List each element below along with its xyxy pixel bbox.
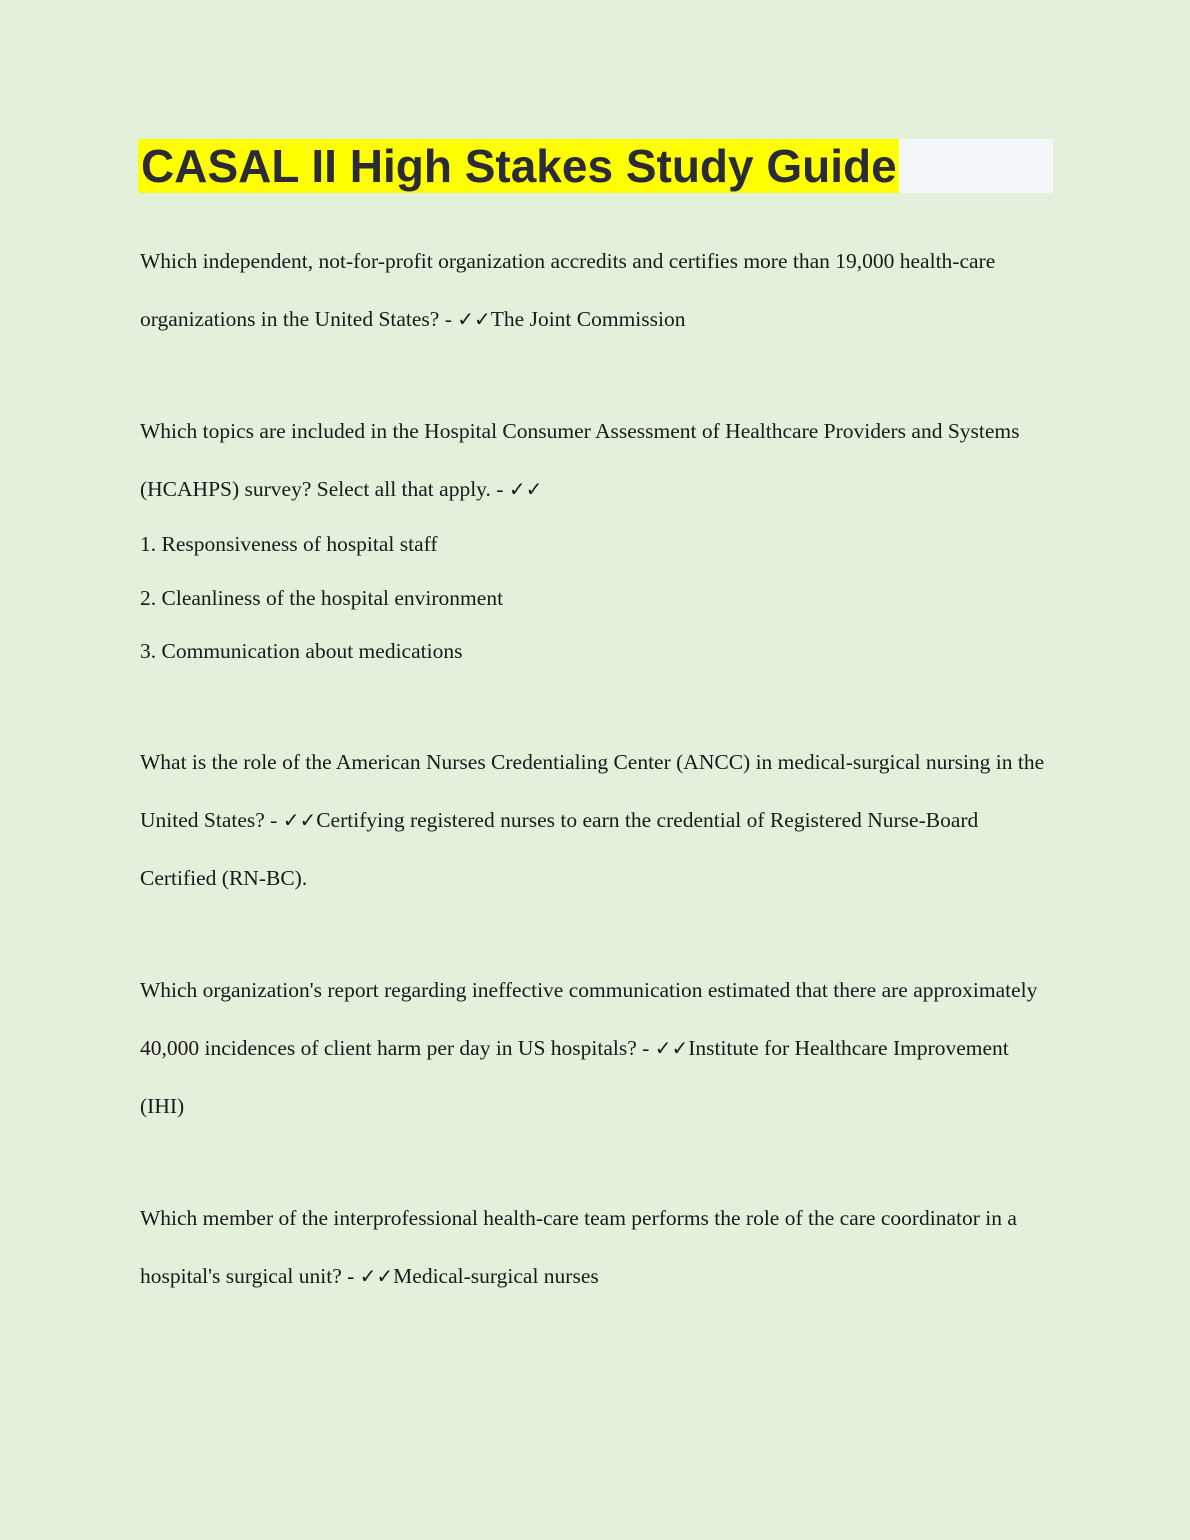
page-title: CASAL II High Stakes Study Guide xyxy=(138,139,899,193)
qa-item-3 xyxy=(140,733,1045,907)
question-4: Which organization's report regarding ineffective communication estimated that there are approximately 40,000 incidences of client harm per day in US hospitals? - xyxy=(140,977,1038,1060)
list-item: 2. Cleanliness of the hospital environment xyxy=(140,585,504,610)
answer-3: Certifying registered nurses to earn the credential of Registered Nurse-Board Certified (RN-BC). xyxy=(140,807,979,890)
question-3: What is the role of the American Nurses Credentialing Center (ANCC) in medical-surgical nursing in the United States? - xyxy=(140,749,1045,832)
list-item: 3. Communication about medications xyxy=(140,639,463,663)
check-mark-icon: ✓✓ xyxy=(654,1035,689,1060)
qa-item-2 xyxy=(140,402,1045,518)
check-mark-icon: ✓✓ xyxy=(457,307,491,331)
question-5: Which member of the interprofessional health-care team performs the role of the care coordinator in a hospital's surgical unit? - xyxy=(140,1205,1017,1288)
check-mark-icon: ✓✓ xyxy=(282,807,317,832)
qa-item-5 xyxy=(140,1189,1045,1305)
answer-1: The Joint Commission xyxy=(490,307,686,331)
check-mark-icon: ✓✓ xyxy=(359,1263,394,1288)
study-guide-content xyxy=(140,232,1045,1305)
question-1: Which independent, not-for-profit organization accredits and certifies more than 19,000 health-care organizations in the United States? - xyxy=(140,249,996,331)
check-mark-icon: ✓✓ xyxy=(508,477,543,501)
answer-4: Institute for Healthcare Improvement (IHI) xyxy=(140,1035,1009,1118)
list-item: 1. Responsiveness of hospital staff xyxy=(140,532,438,556)
answer-list xyxy=(140,518,1045,679)
qa-item-4 xyxy=(140,961,1045,1135)
answer-5: Medical-surgical nurses xyxy=(393,1263,599,1288)
qa-item-1 xyxy=(140,232,1045,348)
question-2: Which topics are included in the Hospital Consumer Assessment of Healthcare Providers and Systems (HCAHPS) survey? Select all that apply. - xyxy=(140,419,1020,501)
